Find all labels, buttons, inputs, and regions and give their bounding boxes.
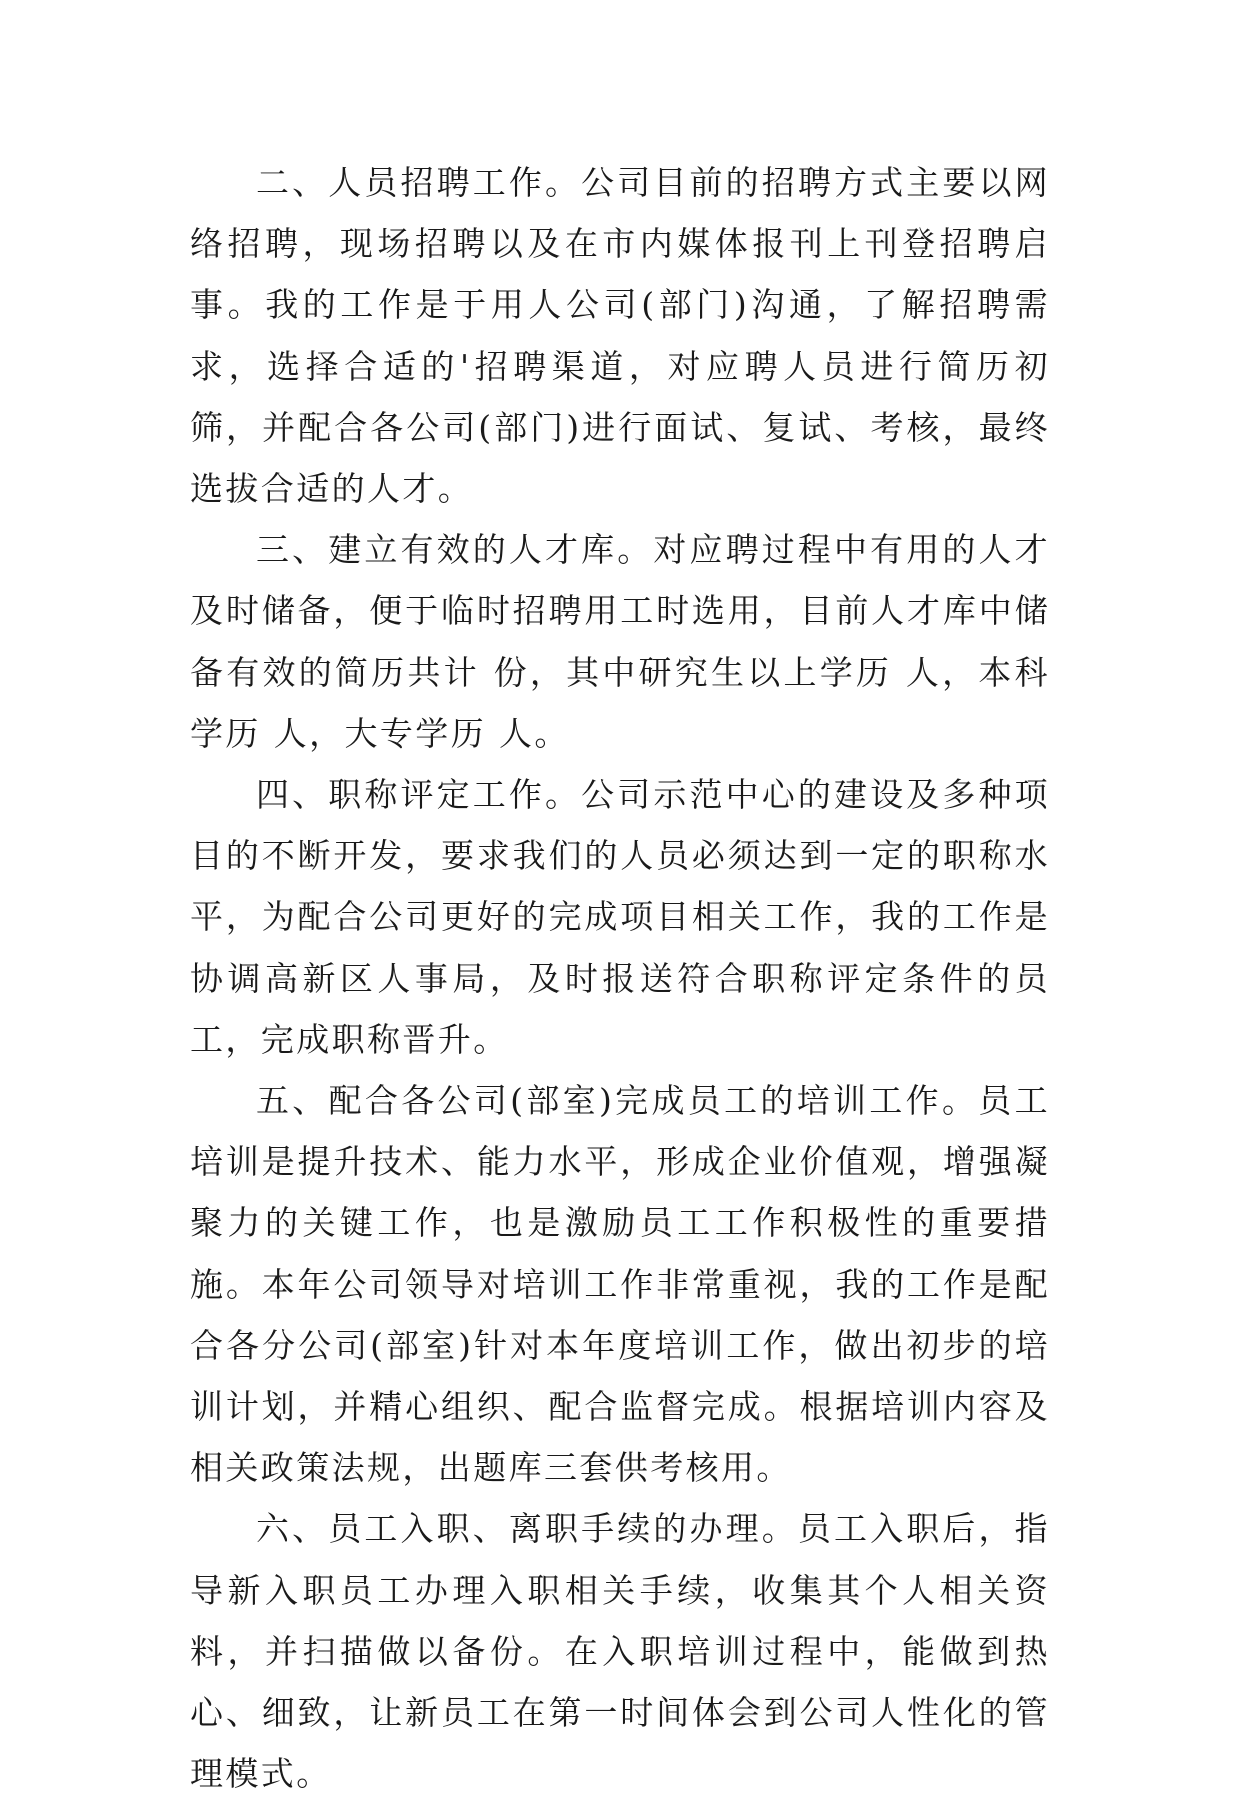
paragraph-training: 五、配合各公司(部室)完成员工的培训工作。员工培训是提升技术、能力水平，形成企业价值观，增强凝聚力的关键工作，也是激励员工工作积极性的重要措施。本年公司领导对培训工作非常重视，我的工作是配合各分公司(部室)针对本年度培训工作，做出初步的培训计划，并精心组织、配合监督完成。根据培训内容及相关政策法规，出题库三套供考核用。 <box>190 1081 1050 1488</box>
document-body <box>190 152 1050 1804</box>
paragraph-talent-pool: 三、建立有效的人才库。对应聘过程中有用的人才及时储备，便于临时招聘用工时选用，目前人才库中储备有效的简历共计 份，其中研究生以上学历 人，本科学历 人，大专学历 人。 <box>190 530 1050 753</box>
paragraph-title-evaluation: 四、职称评定工作。公司示范中心的建设及多种项目的不断开发，要求我们的人员必须达到一定的职称水平，为配合公司更好的完成项目相关工作，我的工作是协调高新区人事局，及时报送符合职称评定条件的员工，完成职称晋升。 <box>190 775 1050 1059</box>
paragraph-recruitment: 二、人员招聘工作。公司目前的招聘方式主要以网络招聘，现场招聘以及在市内媒体报刊上刊登招聘启事。我的工作是于用人公司(部门)沟通，了解招聘需求，选择合适的'招聘渠道，对应聘人员进行简历初筛，并配合各公司(部门)进行面试、复试、考核，最终选拔合适的人才。 <box>190 163 1050 509</box>
paragraph-onboarding: 六、员工入职、离职手续的办理。员工入职后，指导新入职员工办理入职相关手续，收集其个人相关资料，并扫描做以备份。在入职培训过程中，能做到热心、细致，让新员工在第一时间体会到公司人性化的管理模式。 <box>190 1509 1050 1794</box>
